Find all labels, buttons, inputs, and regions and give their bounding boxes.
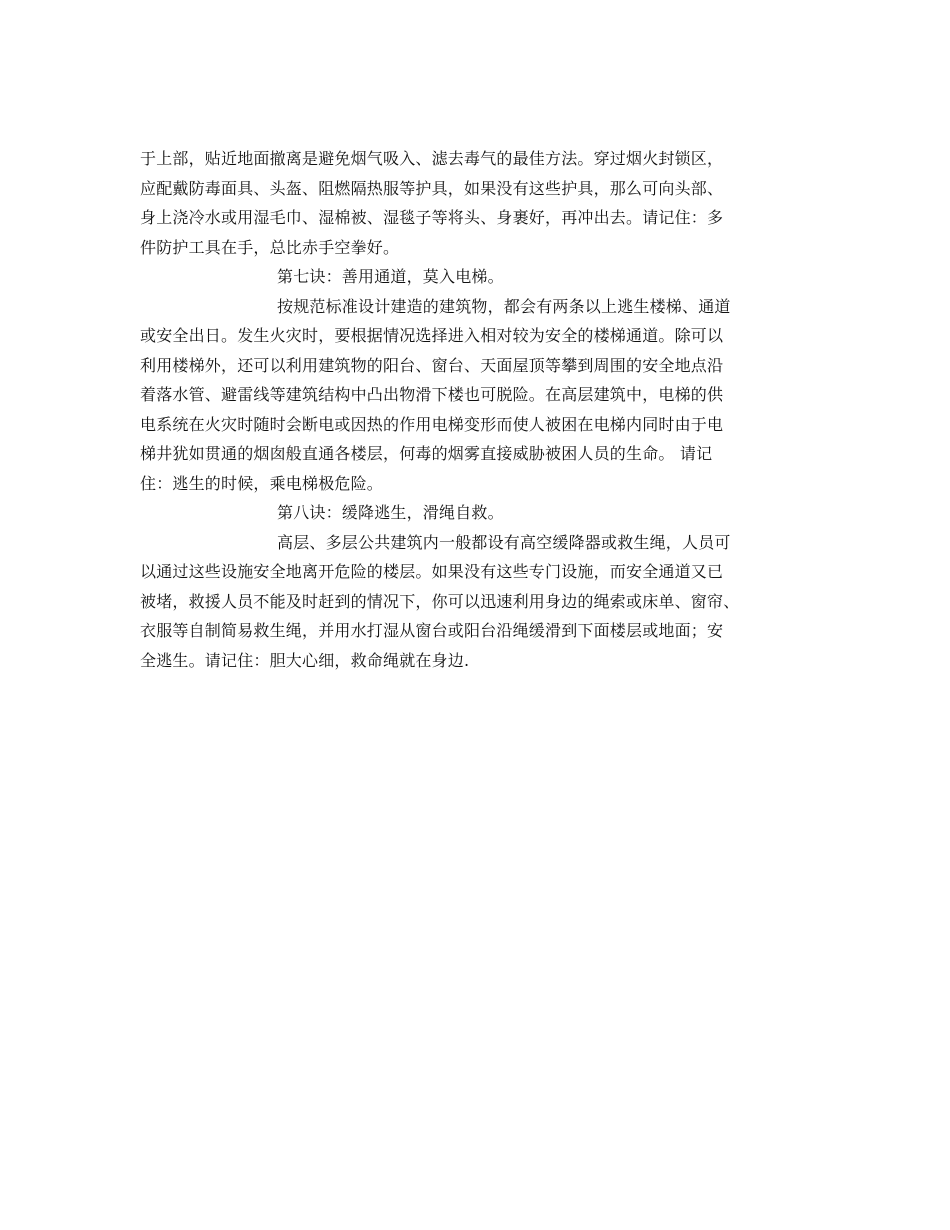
text-line: 梯井犹如贯通的烟囱般直通各楼层，何毒的烟雾直接威胁被困人员的生命。 请记 [140,444,713,463]
body-text [140,144,820,675]
section-heading-8: 第八诀：缓降逃生，滑绳自救。 [277,503,504,522]
text-line: 身上浇冷水或用湿毛巾、湿棉被、湿毯子等将头、身裹好，再冲出去。请记住：多 [140,208,724,227]
text-line: 着落水管、避雷线等建筑结构中凸出物滑下楼也可脱险。在高层建筑中，电梯的供 [140,385,724,404]
text-line: 件防护工具在手，总比赤手空拳好。 [140,237,400,257]
text-line: 于上部，贴近地面撤离是避免烟气吸入、滤去毒气的最佳方法。穿过烟火封锁区， [140,149,724,168]
text-line: 衣服等自制简易救生绳，并用水打湿从窗台或阳台沿绳缓滑到下面楼层或地面；安 [140,621,724,640]
text-line: 被堵，救援人员不能及时赶到的情况下，你可以迅速利用身边的绳索或床单、窗帘、 [140,591,740,611]
text-line: 利用楼梯外，还可以利用建筑物的阳台、窗台、天面屋顶等攀到周围的安全地点沿 [140,355,724,375]
text-line: 电系统在火灾时随时会断电或因热的作用电梯变形而使人被困在电梯内同时由于电 [140,414,724,434]
text-line: 住：逃生的时候，乘电梯极危险。 [140,473,384,493]
section-heading-7: 第七诀：善用通道，莫入电梯。 [277,267,504,286]
paragraph-start: 高层、多层公共建筑内一般都设有高空缓降器或救生绳，人员可 [277,532,731,552]
text-line: 以通过这些设施安全地离开危险的楼层。如果没有这些专门设施，而安全通道又已 [140,562,724,581]
text-line: 全逃生。请记住：胆大心细，救命绳就在身边. [140,650,470,670]
paragraph-start: 按规范标准设计建造的建筑物，都会有两条以上逃生楼梯、通道 [277,296,731,316]
text-line: 应配戴防毒面具、头盔、阻燃隔热服等护具，如果没有这些护具，那么可向头部、 [140,178,724,198]
text-line: 或安全出日。发生火灾时，要根据情况选择进入相对较为安全的楼梯通道。除可以 [140,326,724,345]
